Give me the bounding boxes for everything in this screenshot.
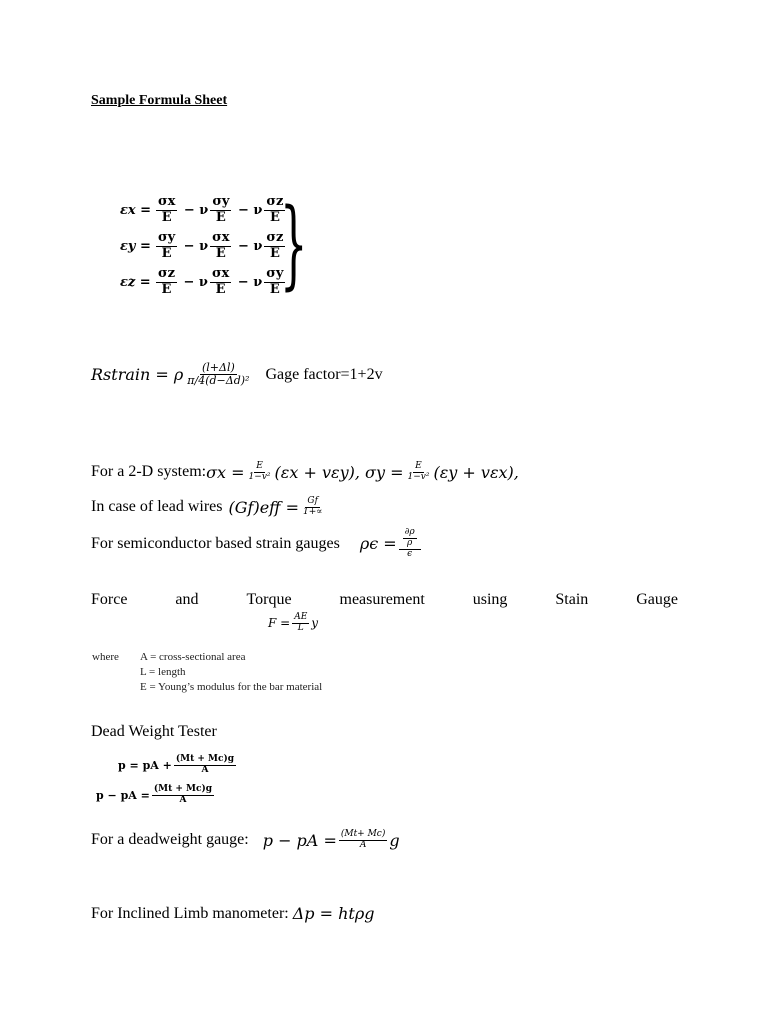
dead-weight-title: Dead Weight Tester <box>91 723 217 740</box>
where-word: where <box>92 651 119 663</box>
force-lhs: F = <box>268 616 291 631</box>
dwt2-den: A <box>179 794 187 805</box>
semiconductor-num-top: ∂ρ <box>404 527 415 537</box>
inclined-label: For Inclined Limb manometer: <box>91 904 289 922</box>
deadweight-gauge-tail: g <box>389 830 400 850</box>
eq-num: σy <box>266 266 284 282</box>
force-num: AE <box>294 612 308 622</box>
force-den: L <box>297 622 304 633</box>
force-equation <box>268 613 318 634</box>
word: Force <box>91 591 128 608</box>
lead-wires <box>91 497 326 518</box>
gage-factor: Gage factor=1+2v <box>265 365 383 383</box>
rstrain-lhs: Rstrain = ρ <box>91 365 184 385</box>
eq-lhs: εz = <box>120 274 151 290</box>
dwt1-lhs: p = pA + <box>118 758 172 772</box>
dwt1-num: (Mt + Mc)g <box>175 753 235 764</box>
strain-equations <box>120 192 287 300</box>
word: Stain <box>555 591 589 608</box>
dead-weight-equations <box>96 750 238 810</box>
where-definitions <box>92 650 322 695</box>
page-title: Sample Formula Sheet <box>91 93 228 108</box>
deadweight-gauge-label: For a deadweight gauge: <box>91 831 249 849</box>
inclined-limb <box>91 904 375 923</box>
where-item: L = length <box>140 666 186 678</box>
force-torque-heading <box>91 591 678 609</box>
dwt2-num: (Mt + Mc)g <box>153 783 213 794</box>
eq-lhs: εx = <box>120 202 152 218</box>
lead-wires-num: Gf <box>307 496 318 506</box>
word: measurement <box>339 591 425 608</box>
semiconductor-den: ϵ <box>407 548 413 559</box>
lead-wires-label: In case of lead wires <box>91 498 223 516</box>
strain-eq-y: εy = $\frac{\sigma y}{E}$ − ν $\frac{\sigma x}{E}$ − ν $\frac{\sigma z}{E}$ <box>120 230 284 261</box>
word: using <box>472 591 508 608</box>
where-item: A = cross-sectional area <box>140 651 246 663</box>
right-brace: } <box>280 188 308 300</box>
deadweight-gauge-lhs: p − pA = <box>262 830 337 850</box>
semiconductor <box>91 528 423 560</box>
eq-lhs: εy = <box>120 238 151 254</box>
dwt2-lhs: p − pA = <box>96 788 150 802</box>
word: and <box>175 591 199 608</box>
dwt-eq-2 <box>96 780 238 810</box>
eq-num: σy <box>158 230 176 246</box>
rstrain-den: π/4(d−Δd)² <box>187 374 250 388</box>
eq-num: σz <box>266 230 284 246</box>
two-d-text: (εx + vεy), σy = <box>274 462 404 482</box>
rstrain-num: (l+Δl) <box>201 361 235 374</box>
deadweight-gauge-num: (Mt+ Mc) <box>340 829 386 839</box>
eq-num: σz <box>266 194 284 210</box>
semiconductor-lhs: ρϵ = <box>359 534 397 554</box>
semiconductor-num-bot: ρ <box>407 537 413 548</box>
two-d-text2: (εy + vεx), <box>433 462 519 482</box>
two-d-label: For a 2-D system: <box>91 463 207 481</box>
semiconductor-label: For semiconductor based strain gauges <box>91 534 340 552</box>
where-item: E = Young’s modulus for the bar material <box>140 681 323 693</box>
dwt1-den: A <box>201 764 209 775</box>
rstrain-formula <box>91 362 383 387</box>
eq-num: σz <box>158 266 175 282</box>
eq-num: σx <box>212 230 230 246</box>
deadweight-gauge <box>91 830 400 851</box>
force-tail: y <box>311 616 319 631</box>
word: Torque <box>246 591 292 608</box>
strain-eq-z: εz = $\frac{\sigma z}{E}$ − ν $\frac{\sigma x}{E}$ − ν $\frac{\sigma y}{E}$ <box>120 266 284 297</box>
two-d-system: For a 2-D system: σx = $\frac{E}{\text{1−v²}}$ (εx + vεy), σy = $\frac{E}{\text{1−v²}}$ (εy + vεx), <box>91 461 519 482</box>
lead-wires-lhs: (Gf)eff = <box>228 497 299 517</box>
word: Gauge <box>636 591 678 608</box>
lead-wires-den: 1+∝ <box>302 506 323 517</box>
inclined-eq: Δp = htρg <box>292 904 375 923</box>
dwt-eq-1 <box>96 750 238 780</box>
eq-num: σx <box>158 194 176 210</box>
deadweight-gauge-den: A <box>359 839 367 850</box>
eq-num: σx <box>211 266 230 282</box>
eq-num: σy <box>212 194 230 210</box>
strain-eq-x: εx = $\frac{\sigma x}{E}$ − ν $\frac{\sigma y}{E}$ − ν $\frac{\sigma z}{E}$ <box>120 194 284 225</box>
